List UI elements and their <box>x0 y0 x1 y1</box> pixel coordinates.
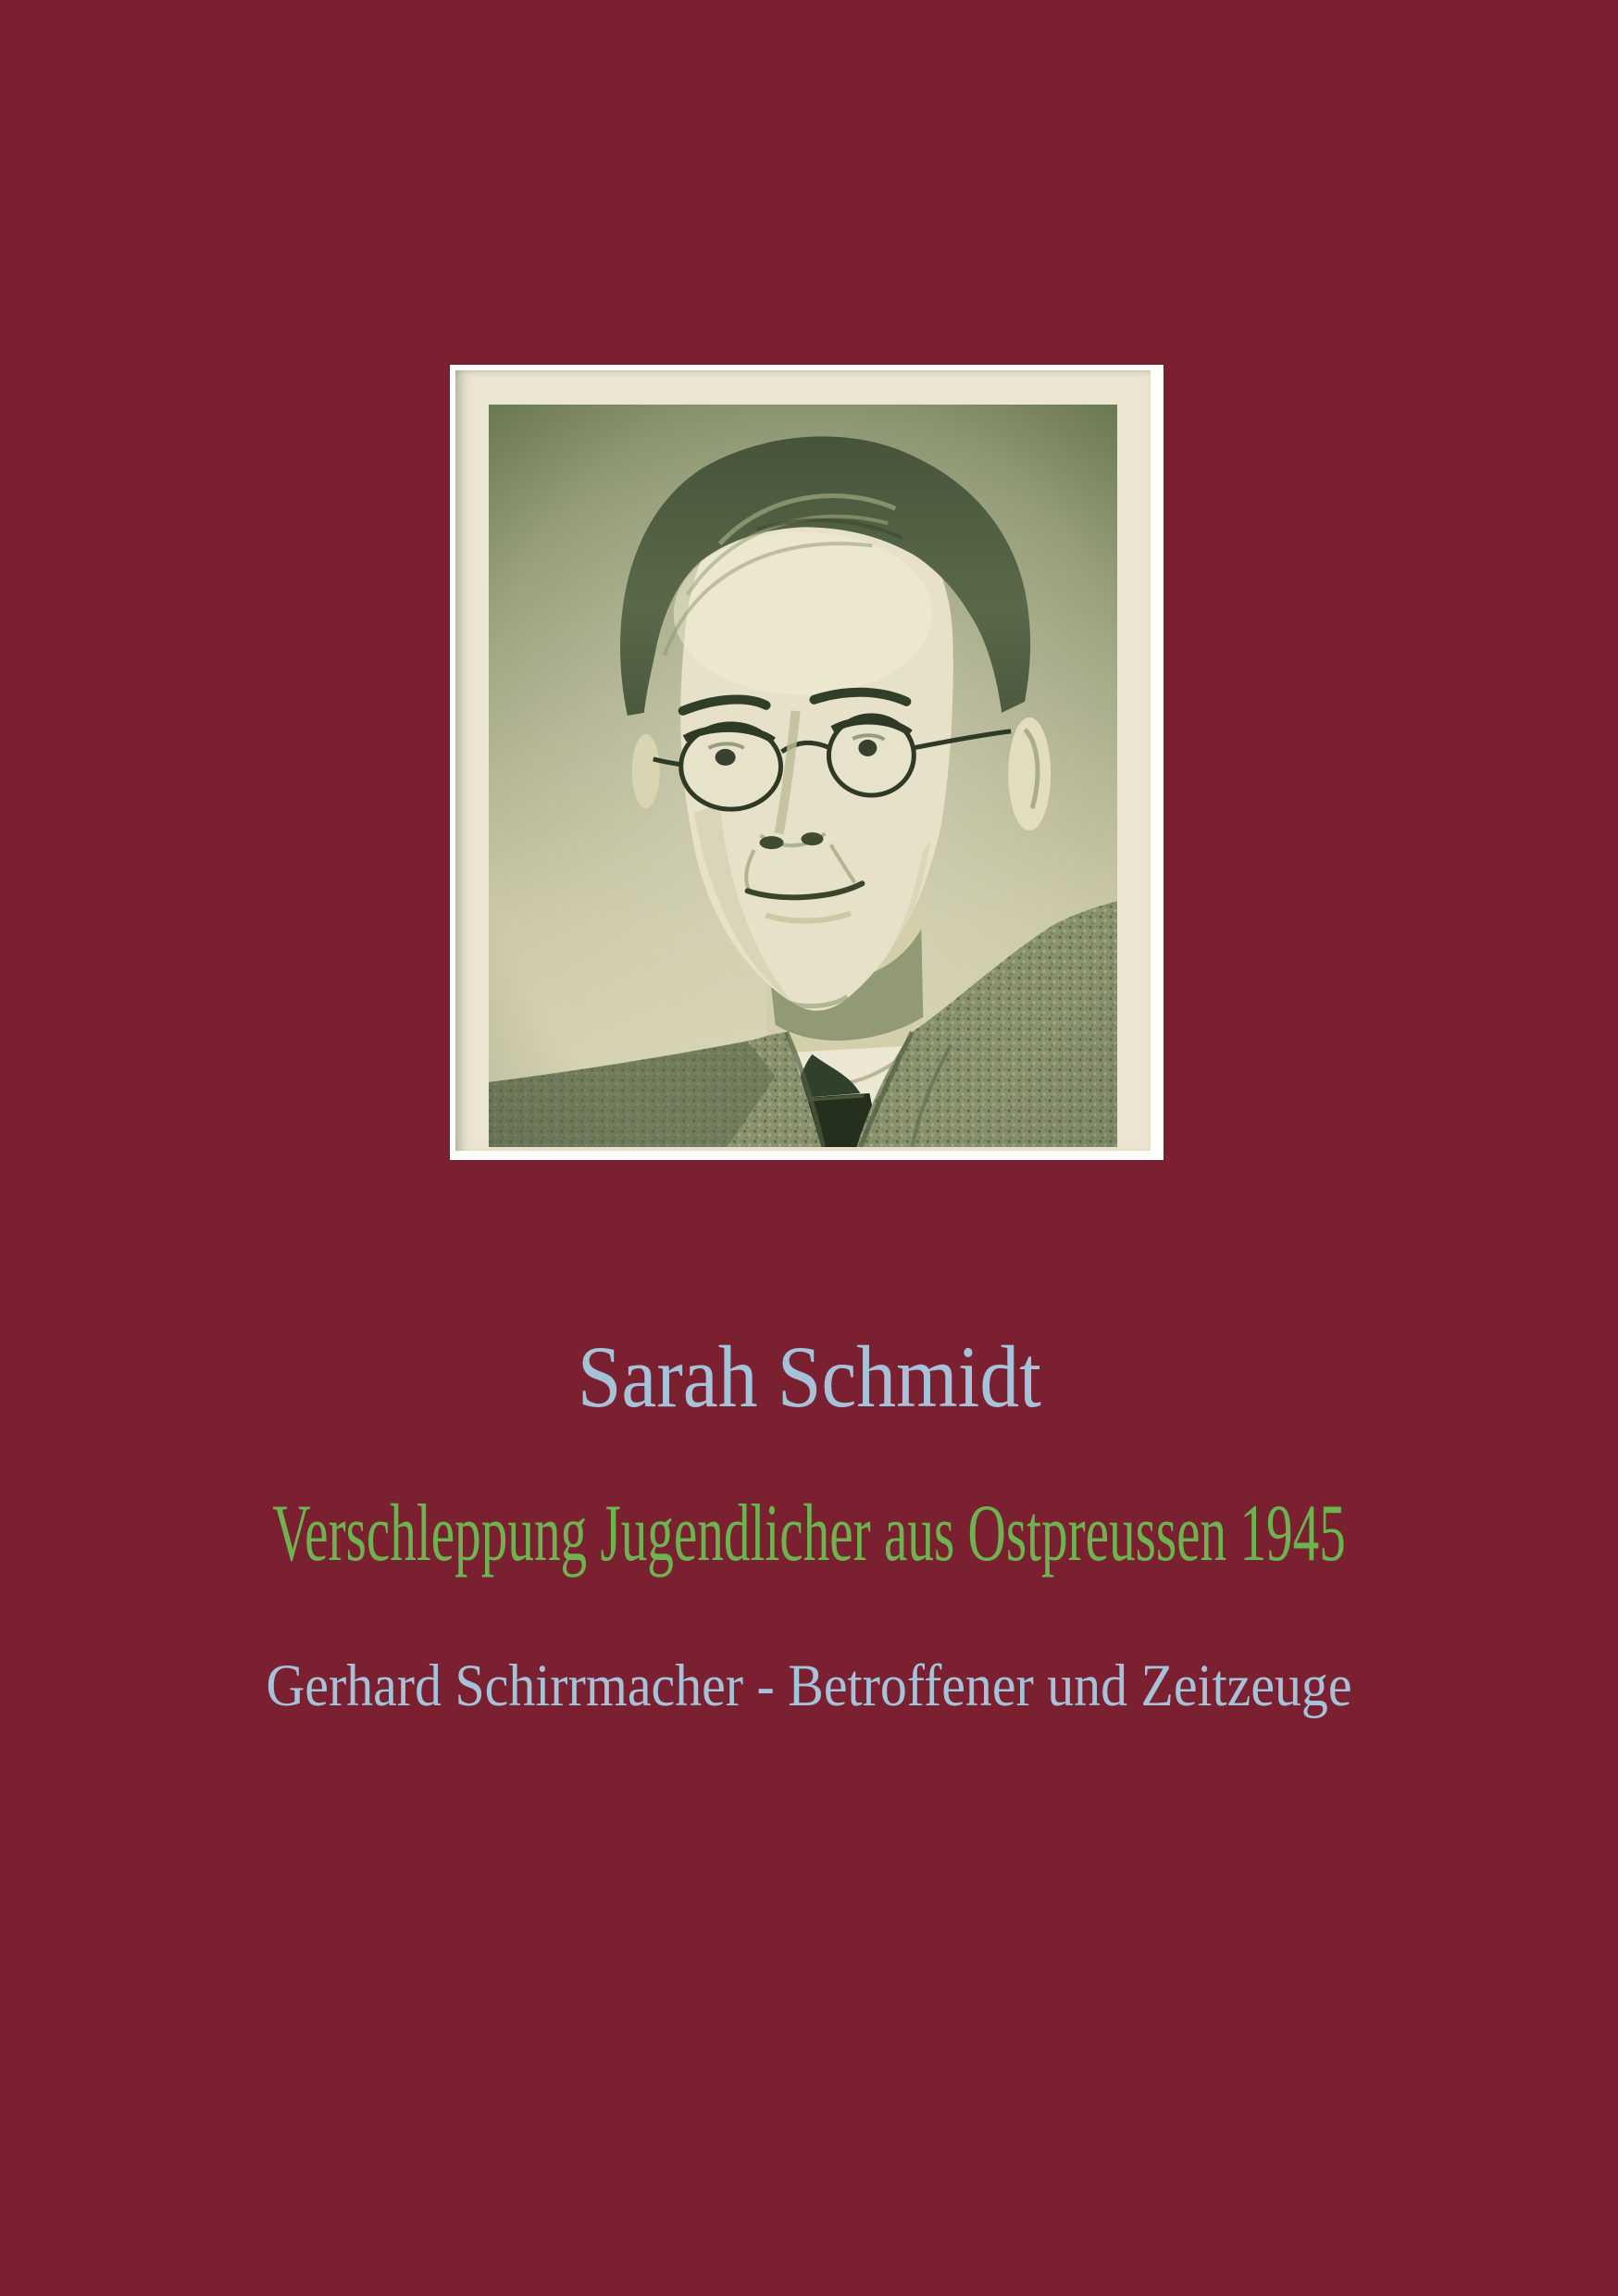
author-name-line <box>0 1328 1618 1426</box>
photo-vignette <box>489 405 1117 1147</box>
portrait-photo-frame <box>450 365 1164 1160</box>
book-subtitle-line <box>0 1653 1618 1719</box>
book-title: Verschleppung Jugendlicher aus Ostpreussen 1945 <box>272 1489 1346 1578</box>
portrait-photo <box>489 405 1117 1147</box>
portrait-photo-mat <box>455 370 1151 1151</box>
book-title-line <box>0 1489 1618 1578</box>
author-name: Sarah Schmidt <box>577 1328 1041 1426</box>
book-subtitle: Gerhard Schirrmacher - Betroffener und Zeitzeuge <box>266 1653 1352 1719</box>
